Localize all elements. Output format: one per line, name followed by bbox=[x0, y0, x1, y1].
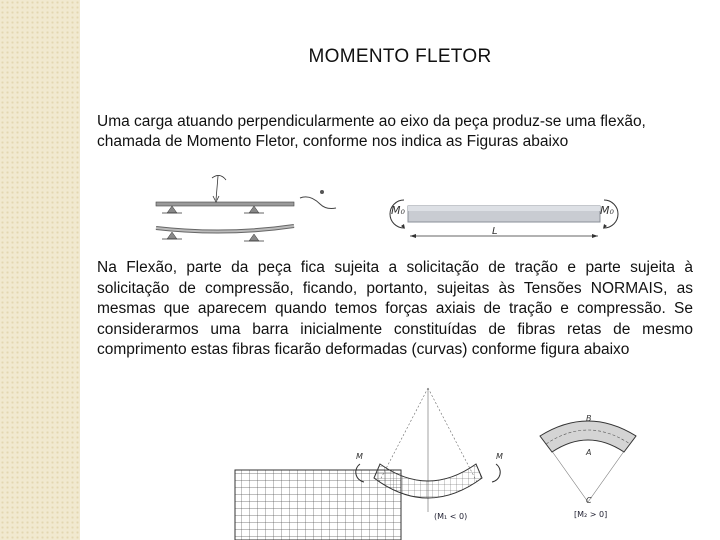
flexion-paragraph: Na Flexão, parte da peça fica sujeita a solicitação de tração e parte sujeita à solicitação de compressão, ficando, portanto, sujeitas às Tensões NORMAIS, as mesmas que aparecem quando temos forças axiais de tração e compressão. Se considerarmos uma barra inicialmente constituídas de fibras retas de mesmo comprimento estas fibras ficarão deformadas (curvas) conforme figura abaixo bbox=[97, 259, 693, 358]
intro-paragraph: Uma carga atuando perpendicularmente ao eixo da peça produz-se uma flexão, chamada de Momento Fletor, conforme nos indica as Figuras abaixo bbox=[97, 113, 646, 150]
arc-caption: [M₂ > 0] bbox=[574, 510, 608, 519]
arc-segment-figure bbox=[536, 410, 640, 522]
bending-beams-figure bbox=[150, 170, 345, 248]
curved-left-moment-label: M bbox=[356, 452, 363, 461]
arc-label-b: B bbox=[586, 414, 592, 423]
curved-beam-caption: (M₁ < 0) bbox=[434, 512, 468, 521]
curved-right-moment-label: M bbox=[496, 452, 503, 461]
arc-label-c: C bbox=[586, 496, 592, 505]
decorative-side-band bbox=[0, 0, 80, 540]
arc-label-a: A bbox=[586, 448, 592, 457]
slide-title: MOMENTO FLETOR bbox=[308, 46, 492, 67]
curved-beam-figure bbox=[330, 382, 525, 527]
left-moment-label: M₀ bbox=[391, 204, 405, 217]
length-label: L bbox=[492, 226, 498, 237]
right-moment-label: M₀ bbox=[600, 204, 614, 217]
beam-moment-figure bbox=[386, 186, 622, 248]
